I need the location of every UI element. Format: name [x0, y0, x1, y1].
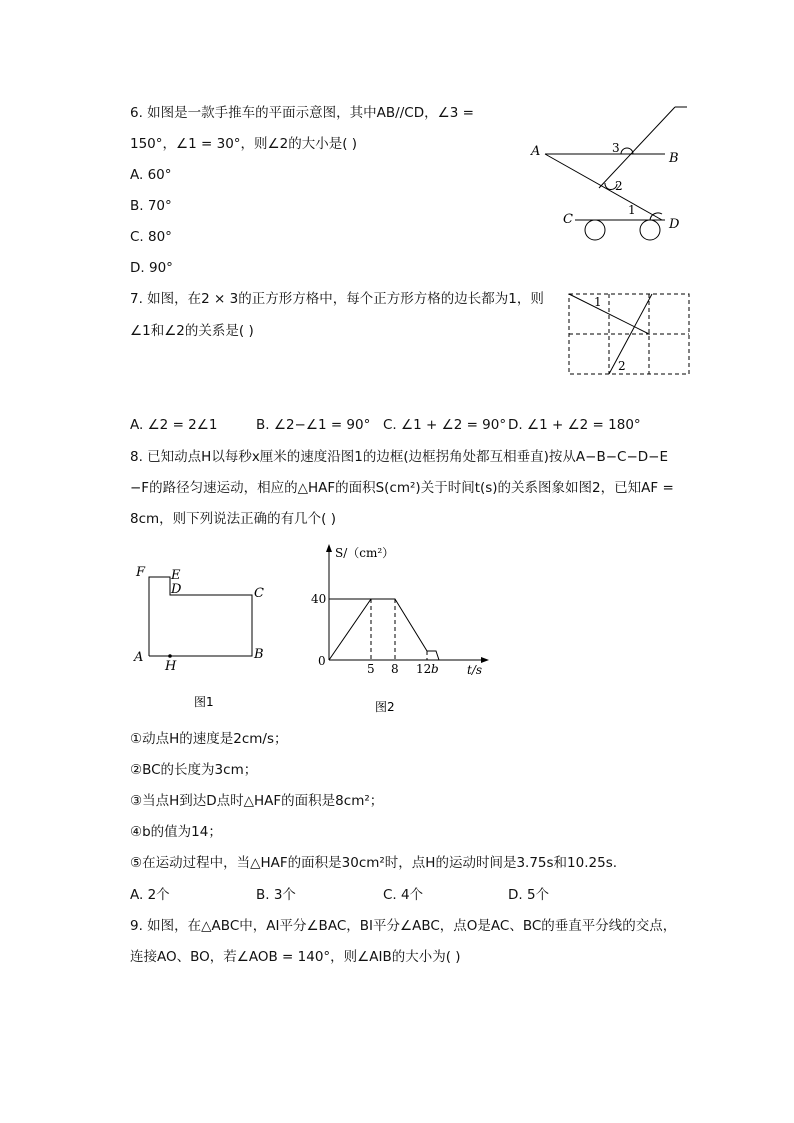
q6-angle1-label: 1 [628, 203, 636, 217]
q8-figure1 [130, 560, 280, 724]
q8-statement-2: ②BC的长度为3cm； [130, 762, 258, 778]
q7-angle1-label: 1 [594, 295, 602, 309]
q6-option-a[interactable]: A. 60° [130, 167, 172, 183]
q8-fig1-label-b: B [254, 647, 264, 662]
q8-fig2-y40: 40 [311, 592, 327, 606]
q8-fig2-xlabel: t/s [467, 663, 483, 677]
q8-stem-line2: −F的路径匀速运动，相应的△HAF的面积S(cm²)关于时间t(s)的关系图象如图2，已知AF = [130, 480, 674, 496]
q6-label-c: C [563, 212, 573, 227]
q7-option-d[interactable]: D. ∠1 + ∠2 = 180° [508, 417, 641, 433]
q8-fig2-xtick-8: 8 [391, 662, 399, 676]
q8-fig1-label-f: F [136, 565, 146, 580]
q7-option-a[interactable]: A. ∠2 = 2∠1 [130, 417, 218, 433]
q6-angle3-label: 3 [612, 141, 620, 155]
q8-fig1-point-h [168, 654, 172, 658]
q8-fig1-label-a: A [134, 650, 144, 665]
q8-fig1-label-e: E [171, 568, 181, 583]
q8-figure2 [305, 540, 495, 724]
q8-option-c[interactable]: C. 4个 [383, 887, 424, 903]
q8-option-b[interactable]: B. 3个 [256, 887, 296, 903]
q7-stem-line1: 7. 如图，在2 × 3的正方形方格中，每个正方形方格的边长都为1，则 [130, 291, 544, 307]
q8-fig2-caption: 图2 [375, 700, 395, 714]
q6-option-d[interactable]: D. 90° [130, 260, 173, 276]
q8-option-d[interactable]: D. 5个 [508, 887, 550, 903]
q7-option-c[interactable]: C. ∠1 + ∠2 = 90° [383, 417, 507, 433]
q6-label-a: A [531, 144, 541, 159]
q6-label-d: D [669, 217, 680, 232]
q7-option-b[interactable]: B. ∠2−∠1 = 90° [256, 417, 371, 433]
q6-stem-line2: 150°，∠1 = 30°，则∠2的大小是( ) [130, 136, 358, 152]
q8-stem-line1: 8. 已知动点H以每秒x厘米的速度沿图1的边框(边框拐角处都互相垂直)按从A−B−C−D−E [130, 449, 669, 465]
q9-stem-line1: 9. 如图，在△ABC中，AI平分∠BAC，BI平分∠ABC，点O是AC、BC的垂直平分线的交点， [130, 918, 677, 934]
q8-statement-1: ①动点H的速度是2cm/s； [130, 731, 288, 747]
q8-fig2-xtick-b: b [431, 662, 439, 676]
q8-statement-3: ③当点H到达D点时△HAF的面积是8cm²； [130, 793, 384, 809]
q8-statement-5: ⑤在运动过程中，当△HAF的面积是30cm²时，点H的运动时间是3.75s和10.25s. [130, 855, 618, 871]
q8-fig2-origin: 0 [318, 654, 326, 668]
q9-stem-line2: 连接AO、BO，若∠AOB = 140°，则∠AIB的大小为( ) [130, 949, 461, 965]
q8-stem-line3: 8cm，则下列说法正确的有几个( ) [130, 511, 336, 527]
q8-fig2-xtick-5: 5 [367, 662, 375, 676]
q8-statement-4: ④b的值为14； [130, 824, 222, 840]
q6-option-c[interactable]: C. 80° [130, 229, 172, 245]
q8-fig1-caption: 图1 [194, 695, 214, 709]
q8-fig2-xtick-12: 12 [416, 662, 432, 676]
q6-option-b[interactable]: B. 70° [130, 198, 172, 214]
q7-stem-line2: ∠1和∠2的关系是( ) [130, 323, 254, 339]
q7-grid-figure [560, 286, 700, 385]
q6-angle2-label: 2 [615, 179, 623, 193]
q7-angle2-label: 2 [618, 359, 626, 373]
q8-fig1-label-h: H [165, 659, 177, 674]
q8-fig2-ylabel: S/（cm²） [335, 546, 395, 560]
q8-fig1-label-c: C [254, 586, 264, 601]
q6-cart-figure [525, 100, 695, 249]
q6-label-b: B [669, 151, 679, 166]
q8-option-a[interactable]: A. 2个 [130, 887, 170, 903]
q6-stem-line1: 6. 如图是一款手推车的平面示意图，其中AB//CD，∠3 = [130, 105, 474, 121]
q8-fig1-label-d: D [171, 582, 182, 597]
